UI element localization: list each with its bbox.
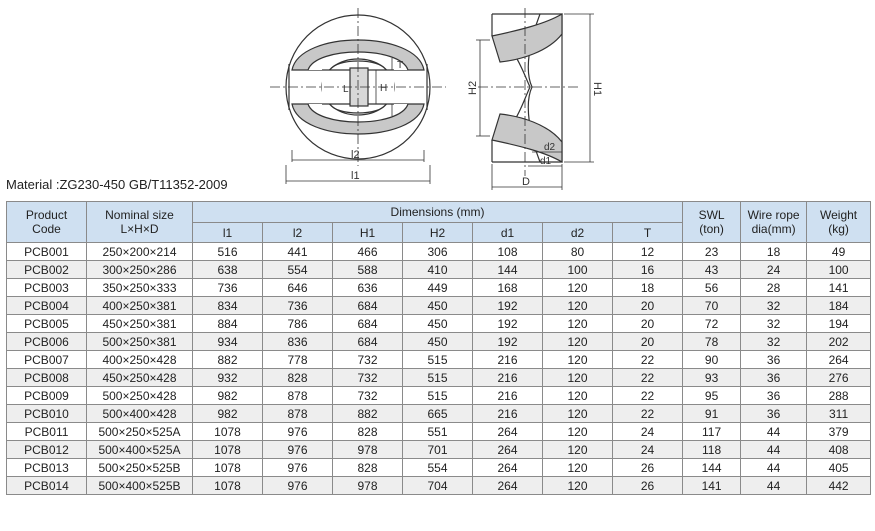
cell-h1: 882 — [333, 405, 403, 423]
cell-product-code: PCB005 — [7, 315, 87, 333]
cell-d2: 100 — [543, 261, 613, 279]
table-row — [7, 459, 871, 477]
cell-nominal-size: 350×250×333 — [87, 279, 193, 297]
cell-d2: 120 — [543, 351, 613, 369]
cell-swl: 90 — [683, 351, 741, 369]
header-d2: d2 — [543, 223, 613, 243]
cell-h1: 978 — [333, 441, 403, 459]
cell-wire-rope-dia: 36 — [741, 369, 807, 387]
cell-d1: 216 — [473, 405, 543, 423]
cell-d1: 108 — [473, 243, 543, 261]
cell-d2: 120 — [543, 477, 613, 495]
cell-h1: 684 — [333, 315, 403, 333]
cell-swl: 72 — [683, 315, 741, 333]
cell-l2: 878 — [263, 387, 333, 405]
cell-l2: 441 — [263, 243, 333, 261]
cell-d1: 216 — [473, 351, 543, 369]
cell-l1: 1078 — [193, 441, 263, 459]
table-row — [7, 477, 871, 495]
cell-h1: 828 — [333, 459, 403, 477]
cell-product-code: PCB010 — [7, 405, 87, 423]
cell-product-code: PCB003 — [7, 279, 87, 297]
cell-d2: 120 — [543, 405, 613, 423]
cell-wire-rope-dia: 36 — [741, 351, 807, 369]
cell-h2: 665 — [403, 405, 473, 423]
cell-product-code: PCB012 — [7, 441, 87, 459]
cell-d2: 120 — [543, 387, 613, 405]
cell-d1: 168 — [473, 279, 543, 297]
cell-h1: 732 — [333, 351, 403, 369]
cell-h1: 732 — [333, 387, 403, 405]
side-view — [476, 8, 594, 190]
cell-l2: 736 — [263, 297, 333, 315]
cell-l2: 778 — [263, 351, 333, 369]
cell-d1: 264 — [473, 477, 543, 495]
cell-product-code: PCB001 — [7, 243, 87, 261]
cell-h2: 450 — [403, 297, 473, 315]
cell-product-code: PCB002 — [7, 261, 87, 279]
cell-swl: 43 — [683, 261, 741, 279]
table-row — [7, 261, 871, 279]
technical-drawing — [0, 0, 875, 200]
cell-product-code: PCB006 — [7, 333, 87, 351]
cell-d1: 144 — [473, 261, 543, 279]
cell-t: 20 — [613, 297, 683, 315]
cell-swl: 70 — [683, 297, 741, 315]
cell-h1: 978 — [333, 477, 403, 495]
cell-l2: 554 — [263, 261, 333, 279]
cell-d2: 120 — [543, 333, 613, 351]
cell-wire-rope-dia: 32 — [741, 297, 807, 315]
cell-l1: 1078 — [193, 423, 263, 441]
table-row — [7, 387, 871, 405]
cell-nominal-size: 450×250×381 — [87, 315, 193, 333]
cell-l1: 1078 — [193, 459, 263, 477]
table-row — [7, 351, 871, 369]
cell-l2: 976 — [263, 459, 333, 477]
cell-h2: 551 — [403, 423, 473, 441]
material-note: Material :ZG230-450 GB/T11352-2009 — [6, 177, 228, 192]
header-d1: d1 — [473, 223, 543, 243]
cell-swl: 95 — [683, 387, 741, 405]
cell-product-code: PCB013 — [7, 459, 87, 477]
cell-l2: 976 — [263, 423, 333, 441]
cell-l1: 736 — [193, 279, 263, 297]
dim-label-t: T — [397, 60, 404, 71]
header-wire-rope: Wire rope dia(mm) — [741, 202, 807, 243]
cell-h2: 704 — [403, 477, 473, 495]
cell-weight: 49 — [807, 243, 871, 261]
cell-wire-rope-dia: 44 — [741, 477, 807, 495]
cell-nominal-size: 500×250×381 — [87, 333, 193, 351]
cell-d1: 264 — [473, 423, 543, 441]
cell-weight: 276 — [807, 369, 871, 387]
cell-weight: 194 — [807, 315, 871, 333]
table-row — [7, 369, 871, 387]
cell-t: 20 — [613, 315, 683, 333]
cell-weight: 141 — [807, 279, 871, 297]
cell-product-code: PCB009 — [7, 387, 87, 405]
cell-wire-rope-dia: 36 — [741, 405, 807, 423]
cell-weight: 264 — [807, 351, 871, 369]
header-h1: H1 — [333, 223, 403, 243]
cell-product-code: PCB008 — [7, 369, 87, 387]
cell-wire-rope-dia: 28 — [741, 279, 807, 297]
cell-wire-rope-dia: 44 — [741, 441, 807, 459]
cell-swl: 56 — [683, 279, 741, 297]
dim-label-h1: H1 — [591, 82, 603, 97]
dim-label-h: H — [380, 83, 388, 94]
cell-wire-rope-dia: 32 — [741, 315, 807, 333]
cell-product-code: PCB004 — [7, 297, 87, 315]
cell-t: 22 — [613, 387, 683, 405]
cell-h2: 450 — [403, 315, 473, 333]
cell-d1: 264 — [473, 459, 543, 477]
cell-weight: 379 — [807, 423, 871, 441]
cell-d2: 120 — [543, 459, 613, 477]
cell-t: 24 — [613, 423, 683, 441]
cell-d2: 120 — [543, 423, 613, 441]
cell-swl: 141 — [683, 477, 741, 495]
cell-h2: 515 — [403, 369, 473, 387]
cell-t: 22 — [613, 405, 683, 423]
cell-h2: 306 — [403, 243, 473, 261]
cell-l1: 884 — [193, 315, 263, 333]
dim-label-l: L — [343, 84, 349, 95]
cell-d2: 80 — [543, 243, 613, 261]
cell-swl: 91 — [683, 405, 741, 423]
cell-weight: 100 — [807, 261, 871, 279]
cell-d2: 120 — [543, 369, 613, 387]
cell-d1: 192 — [473, 297, 543, 315]
cell-weight: 311 — [807, 405, 871, 423]
cell-l1: 934 — [193, 333, 263, 351]
cell-h2: 554 — [403, 459, 473, 477]
header-dimensions: Dimensions (mm) — [193, 202, 683, 223]
cell-h2: 449 — [403, 279, 473, 297]
header-l2: l2 — [263, 223, 333, 243]
cell-l2: 976 — [263, 477, 333, 495]
header-t: T — [613, 223, 683, 243]
cell-d2: 120 — [543, 441, 613, 459]
cell-wire-rope-dia: 44 — [741, 423, 807, 441]
table-row — [7, 315, 871, 333]
cell-l2: 786 — [263, 315, 333, 333]
cell-t: 12 — [613, 243, 683, 261]
cell-t: 26 — [613, 459, 683, 477]
cell-weight: 184 — [807, 297, 871, 315]
table-row — [7, 297, 871, 315]
table-row — [7, 279, 871, 297]
header-nominal-size: Nominal size L×H×D — [87, 202, 193, 243]
cell-wire-rope-dia: 32 — [741, 333, 807, 351]
cell-product-code: PCB011 — [7, 423, 87, 441]
cell-h1: 466 — [333, 243, 403, 261]
dim-label-d2: d2 — [544, 142, 556, 153]
cell-nominal-size: 400×250×428 — [87, 351, 193, 369]
table-row — [7, 243, 871, 261]
cell-l1: 882 — [193, 351, 263, 369]
cell-wire-rope-dia: 44 — [741, 459, 807, 477]
cell-nominal-size: 450×250×428 — [87, 369, 193, 387]
cell-d2: 120 — [543, 279, 613, 297]
cell-h1: 732 — [333, 369, 403, 387]
cell-t: 20 — [613, 333, 683, 351]
cell-swl: 93 — [683, 369, 741, 387]
cell-h2: 450 — [403, 333, 473, 351]
cell-l1: 1078 — [193, 477, 263, 495]
dim-label-l1: l1 — [351, 170, 360, 182]
cell-h2: 515 — [403, 387, 473, 405]
cell-t: 22 — [613, 351, 683, 369]
header-l1: l1 — [193, 223, 263, 243]
cell-h2: 515 — [403, 351, 473, 369]
cell-product-code: PCB007 — [7, 351, 87, 369]
table-row — [7, 405, 871, 423]
cell-t: 26 — [613, 477, 683, 495]
cell-l1: 638 — [193, 261, 263, 279]
cell-nominal-size: 300×250×286 — [87, 261, 193, 279]
cell-h1: 828 — [333, 423, 403, 441]
specification-table — [6, 201, 871, 495]
cell-wire-rope-dia: 24 — [741, 261, 807, 279]
dim-label-l2: l2 — [351, 149, 360, 161]
cell-weight: 288 — [807, 387, 871, 405]
cell-nominal-size: 500×250×525B — [87, 459, 193, 477]
table-row — [7, 423, 871, 441]
cell-d1: 192 — [473, 333, 543, 351]
cell-product-code: PCB014 — [7, 477, 87, 495]
header-h2: H2 — [403, 223, 473, 243]
cell-l1: 982 — [193, 387, 263, 405]
cell-d2: 120 — [543, 315, 613, 333]
cell-h1: 684 — [333, 297, 403, 315]
cell-t: 22 — [613, 369, 683, 387]
cell-l1: 982 — [193, 405, 263, 423]
cell-t: 18 — [613, 279, 683, 297]
cell-t: 16 — [613, 261, 683, 279]
cell-wire-rope-dia: 36 — [741, 387, 807, 405]
cell-nominal-size: 500×400×525A — [87, 441, 193, 459]
cell-nominal-size: 250×200×214 — [87, 243, 193, 261]
cell-d1: 216 — [473, 387, 543, 405]
table-header — [7, 202, 871, 243]
cell-l2: 878 — [263, 405, 333, 423]
cell-nominal-size: 500×250×525A — [87, 423, 193, 441]
header-product-code: Product Code — [7, 202, 87, 243]
cell-swl: 23 — [683, 243, 741, 261]
cell-h1: 636 — [333, 279, 403, 297]
header-swl: SWL (ton) — [683, 202, 741, 243]
cell-nominal-size: 500×250×428 — [87, 387, 193, 405]
cell-d1: 192 — [473, 315, 543, 333]
cell-wire-rope-dia: 18 — [741, 243, 807, 261]
cell-nominal-size: 400×250×381 — [87, 297, 193, 315]
dim-label-d: D — [522, 176, 530, 188]
cell-d1: 264 — [473, 441, 543, 459]
cell-swl: 144 — [683, 459, 741, 477]
cell-swl: 117 — [683, 423, 741, 441]
cell-h2: 410 — [403, 261, 473, 279]
table-body — [7, 243, 871, 495]
cell-l1: 932 — [193, 369, 263, 387]
dim-label-d1: d1 — [540, 156, 552, 167]
cell-t: 24 — [613, 441, 683, 459]
cell-h1: 684 — [333, 333, 403, 351]
chock-drawing-svg — [0, 0, 875, 200]
cell-weight: 405 — [807, 459, 871, 477]
cell-l2: 646 — [263, 279, 333, 297]
cell-l2: 976 — [263, 441, 333, 459]
cell-swl: 78 — [683, 333, 741, 351]
cell-weight: 202 — [807, 333, 871, 351]
cell-weight: 408 — [807, 441, 871, 459]
cell-h2: 701 — [403, 441, 473, 459]
dim-label-h2: H2 — [467, 80, 479, 95]
table-row — [7, 441, 871, 459]
cell-l1: 516 — [193, 243, 263, 261]
cell-nominal-size: 500×400×525B — [87, 477, 193, 495]
cell-l2: 828 — [263, 369, 333, 387]
cell-d2: 120 — [543, 297, 613, 315]
cell-swl: 118 — [683, 441, 741, 459]
cell-weight: 442 — [807, 477, 871, 495]
table-row — [7, 333, 871, 351]
cell-l2: 836 — [263, 333, 333, 351]
cell-nominal-size: 500×400×428 — [87, 405, 193, 423]
header-weight: Weight (kg) — [807, 202, 871, 243]
cell-h1: 588 — [333, 261, 403, 279]
cell-l1: 834 — [193, 297, 263, 315]
cell-d1: 216 — [473, 369, 543, 387]
